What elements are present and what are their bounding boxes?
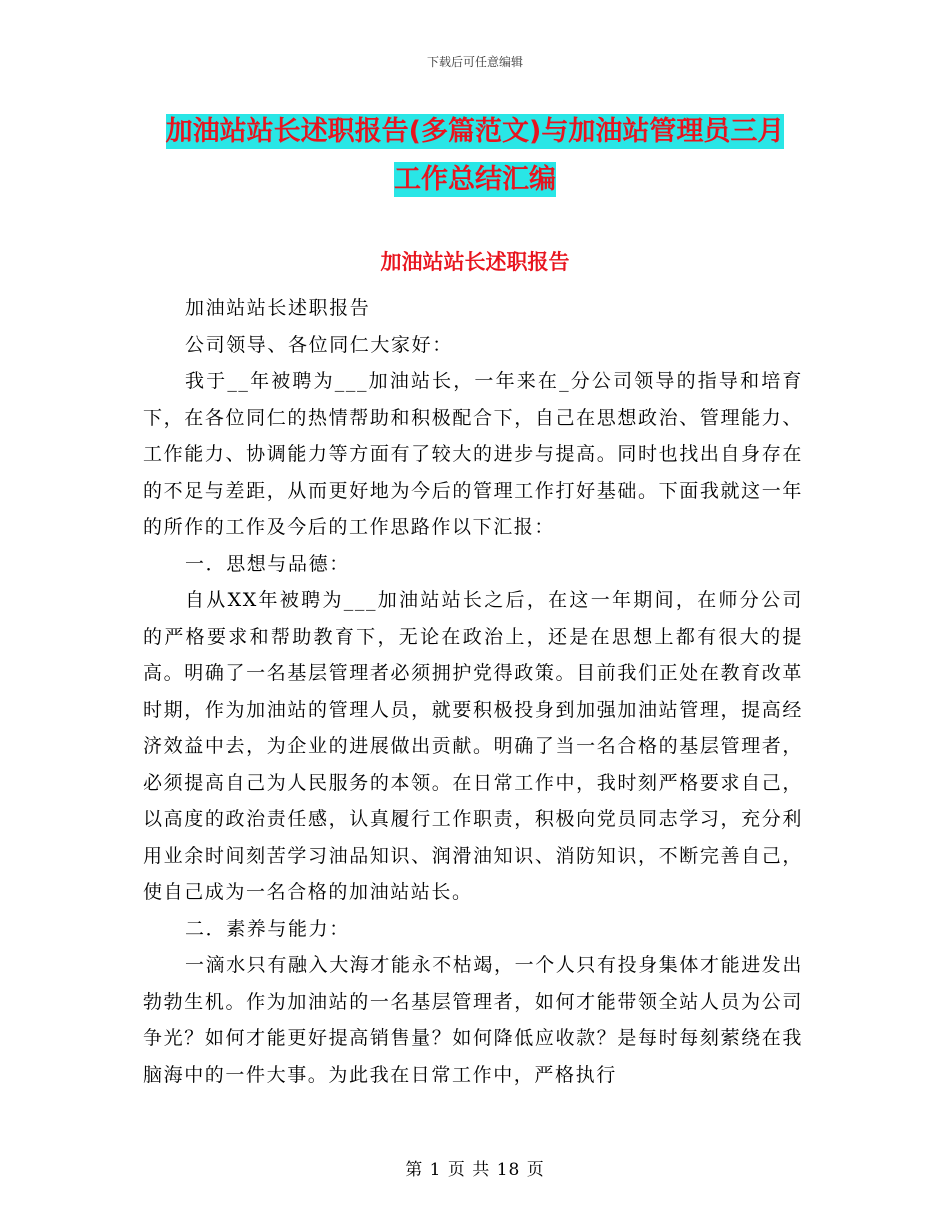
paragraph-salutation: 公司领导、各位同仁大家好：	[185, 333, 453, 356]
paragraph-heading-1: 一．思想与品德：	[185, 552, 350, 575]
paragraph-report-heading: 加油站站长述职报告	[185, 297, 371, 319]
document-body	[143, 290, 803, 1093]
header-note: 下载后可任意编辑	[426, 55, 523, 69]
title-line-1: 加油站站长述职报告(多篇范文)与加油站管理员三月	[165, 116, 785, 147]
paragraph-heading-2: 二．素养与能力：	[185, 917, 350, 940]
paragraph-intro: 我于__年被聘为___加油站长，一年来在_分公司领导的指导和培育下，在各位同仁的热情帮助和积极配合下，自己在思想政治、管理能力、工作能力、协调能力等方面有了较大的进步与提高。同时也找出自身存在的不足与差距，从而更好地为今后的管理工作打好基础。下面我就这一年的所作的工作及今后的工作思路作以下汇报：	[143, 370, 803, 538]
document-title	[0, 108, 950, 204]
paragraph-section-2: 一滴水只有融入大海才能永不枯竭，一个人只有投身集体才能进发出勃勃生机。作为加油站的一名基层管理者，如何才能带领全站人员为公司争光？如何才能更好提高销售量？如何降低应收款？是每时每刻萦绕在我脑海中的一件大事。为此我在日常工作中，严格执行	[143, 954, 804, 1086]
page-footer: 第 1 页 共 18 页	[405, 1160, 545, 1180]
section-title: 加油站站长述职报告	[380, 250, 570, 274]
paragraph-section-1: 自从XX年被聘为___加油站站长之后，在这一年期间，在师分公司的严格要求和帮助教育下，无论在政治上，还是在思想上都有很大的提高。明确了一名基层管理者必须拥护党得政策。目前我们正处在教育改革时期，作为加油站的管理人员，就要积极投身到加强加油站管理，提高经济效益中去，为企业的进展做出贡献。明确了当一名合格的基层管理者，必须提高自己为人民服务的本领。在日常工作中，我时刻严格要求自己，以高度的政治责任感，认真履行工作职责，积极向党员同志学习，充分利用业余时间刻苦学习油品知识、润滑油知识、消防知识，不断完善自己，使自己成为一名合格的加油站站长。	[143, 589, 803, 903]
title-line-2: 工作总结汇编	[394, 164, 556, 195]
